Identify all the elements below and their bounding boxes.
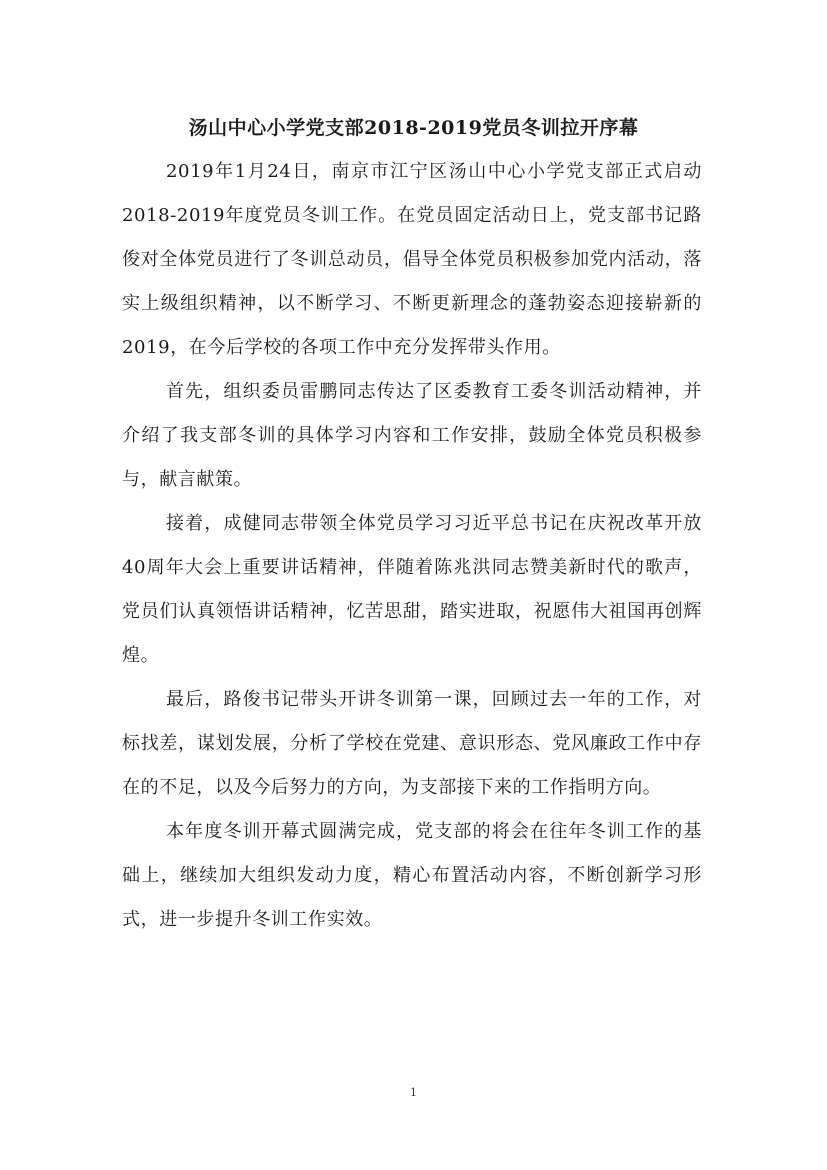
document-body	[122, 150, 702, 942]
page-number: 1	[410, 1086, 417, 1099]
paragraph-conclusion: 本年度冬训开幕式圆满完成，党支部的将会在往年冬训工作的基础上，继续加大组织发动力度，精心布置活动内容，不断创新学习形式，进一步提升冬训工作实效。	[122, 821, 702, 930]
paragraph-finally: 最后，路俊书记带头开讲冬训第一课，回顾过去一年的工作，对标找差，谋划发展，分析了学校在党建、意识形态、党风廉政工作中存在的不足，以及今后努力的方向，为支部接下来的工作指明方向。	[122, 689, 702, 798]
paragraph-first: 首先，组织委员雷鹏同志传达了区委教育工委冬训活动精神，并介绍了我支部冬训的具体学习内容和工作安排，鼓励全体党员积极参与，献言献策。	[122, 381, 702, 490]
paragraph-launch: 2019年1月24日，南京市江宁区汤山中心小学党支部正式启动2018-2019年度党员冬训工作。在党员固定活动日上，党支部书记路俊对全体党员进行了冬训总动员，倡导全体党员积极参加党内活动，落实上级组织精神，以不断学习、不断更新理念的蓬勃姿态迎接崭新的2019，在今后学校的各项工作中充分发挥带头作用。	[122, 161, 702, 358]
document-title: 汤山中心小学党支部2018-2019党员冬训拉开序幕	[188, 117, 639, 139]
paragraph-next: 接着，成健同志带领全体党员学习习近平总书记在庆祝改革开放40周年大会上重要讲话精神，伴随着陈兆洪同志赞美新时代的歌声，党员们认真领悟讲话精神，忆苦思甜，踏实进取，祝愿伟大祖国再创辉煌。	[122, 513, 702, 666]
